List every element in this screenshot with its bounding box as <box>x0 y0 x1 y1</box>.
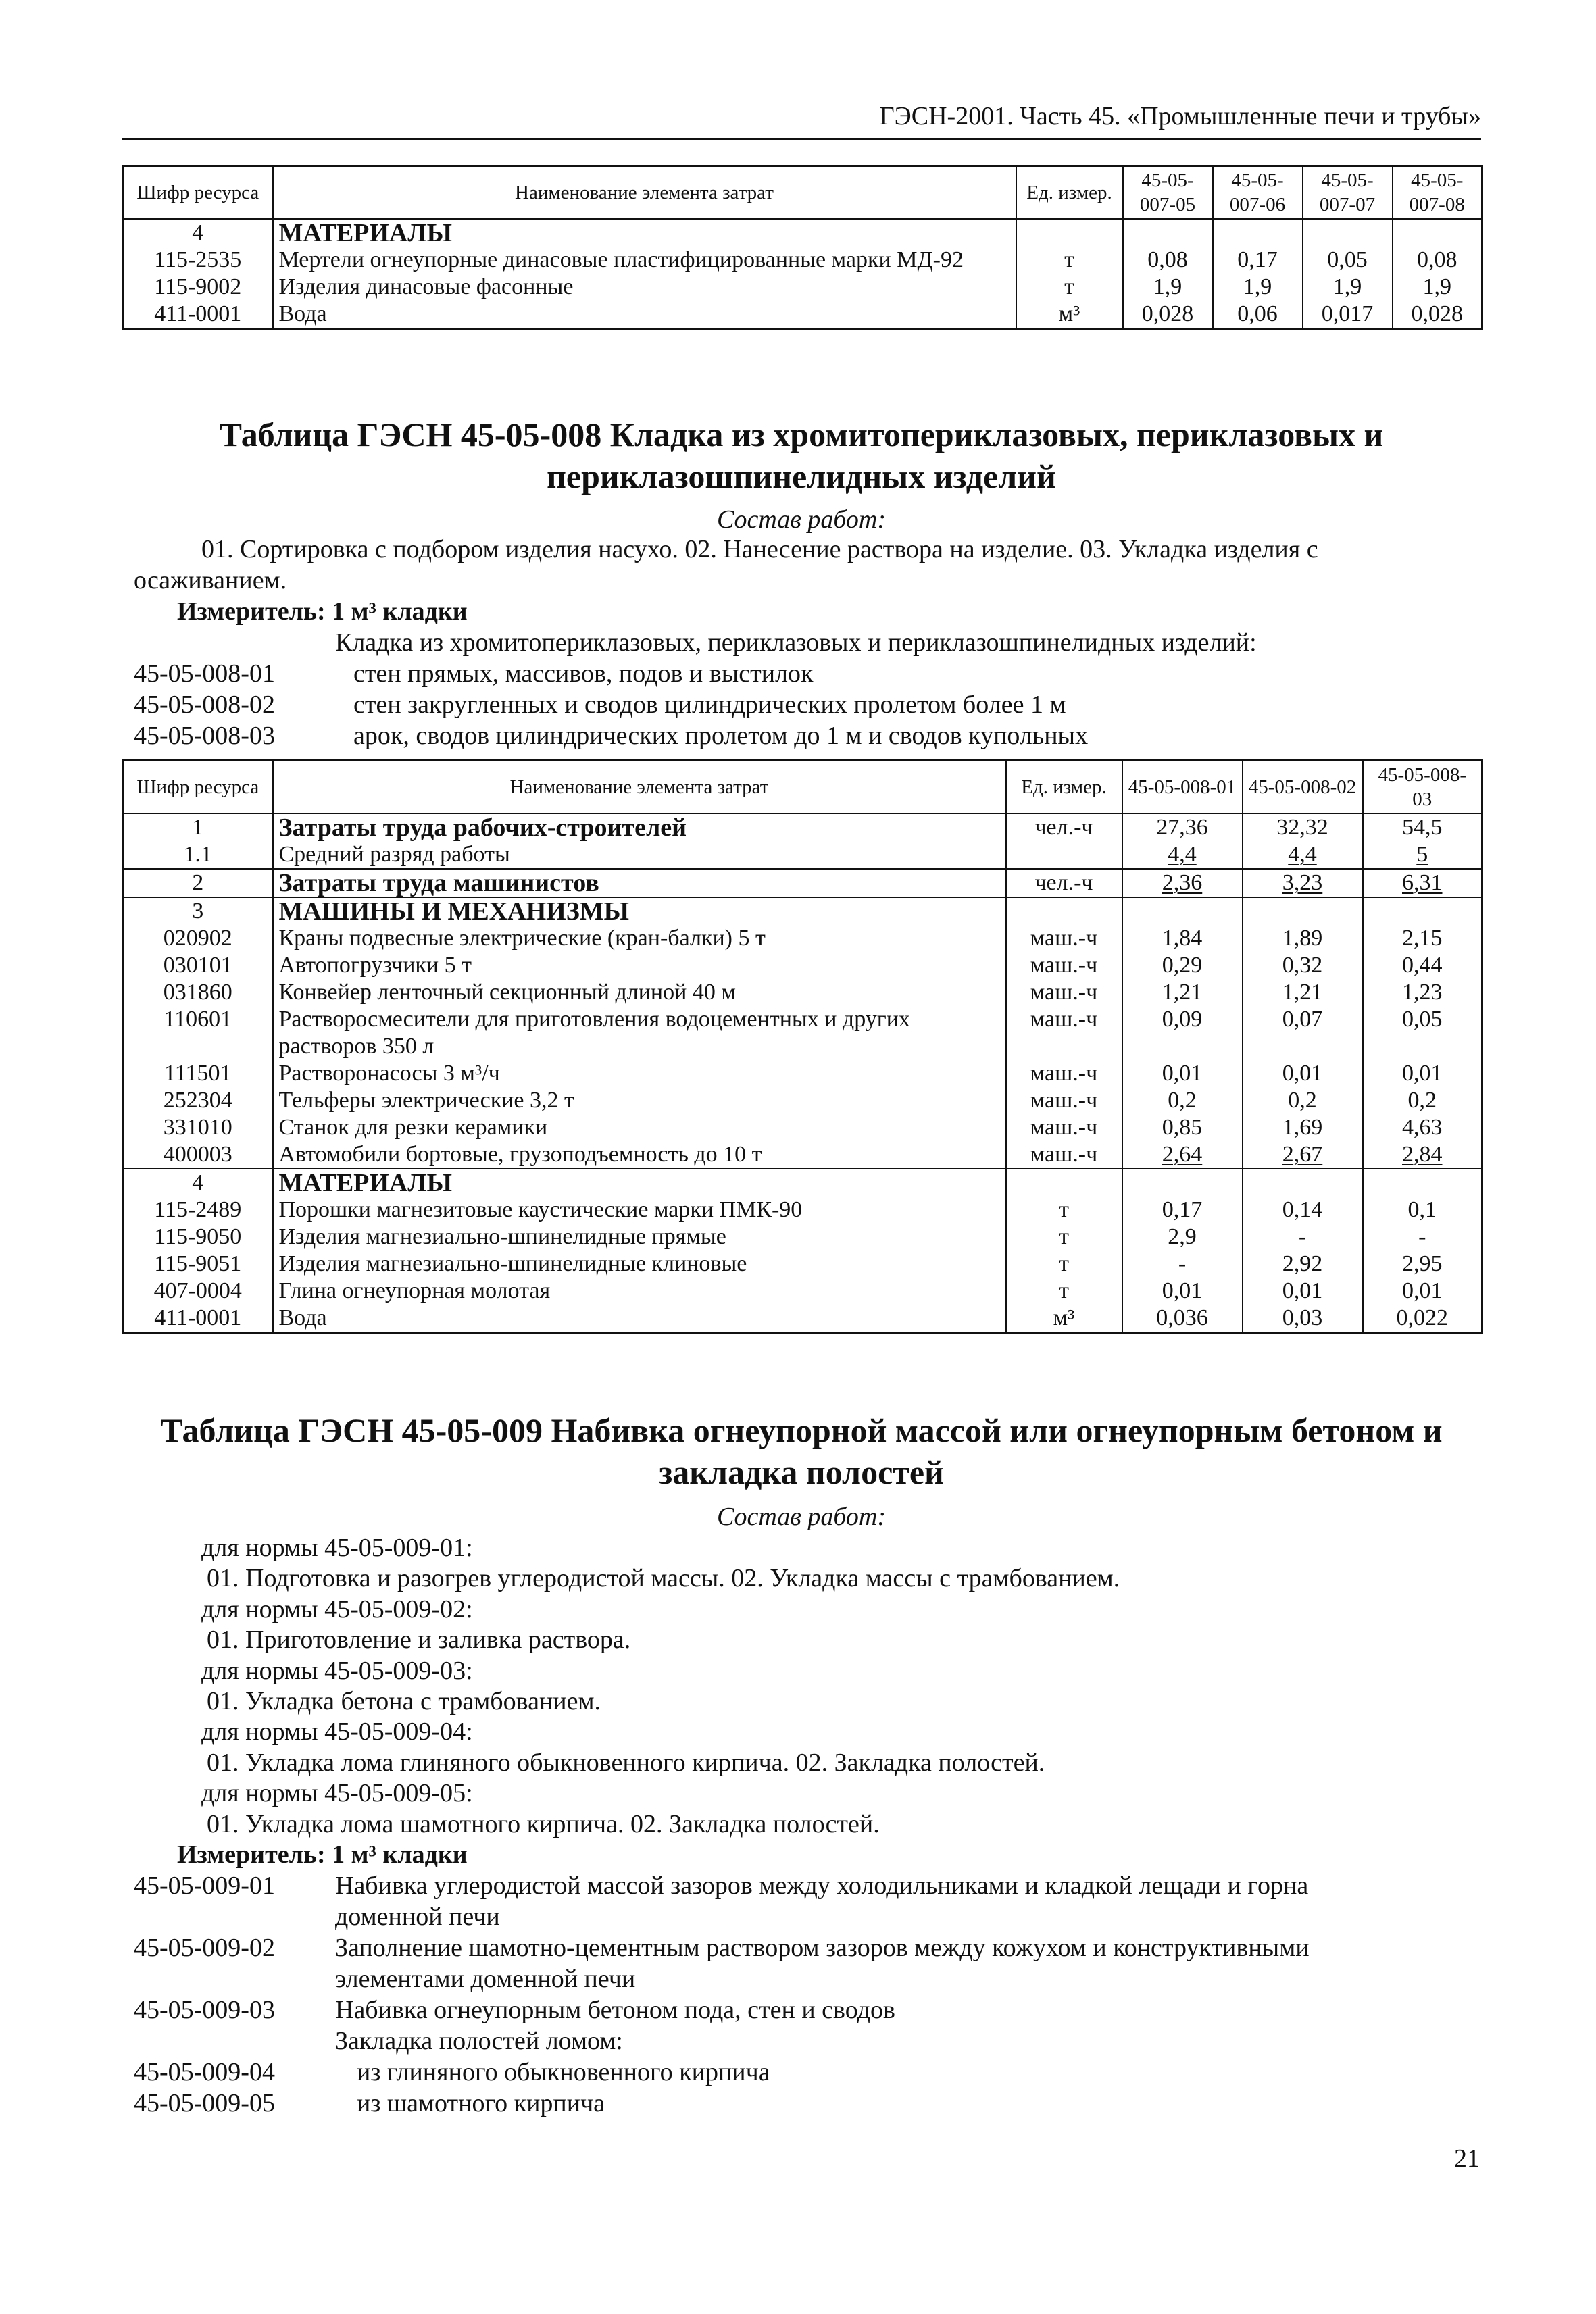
table-row <box>123 1169 1482 1197</box>
value-cell: - <box>1122 1251 1243 1278</box>
resource-code-cell: 115-2489 <box>123 1197 273 1224</box>
value-cell: - <box>1363 1224 1482 1251</box>
norm-intro: Закладка полостей ломом: <box>335 2027 623 2055</box>
norm-intro: Кладка из хромитопериклазовых, периклазовых и периклазошпинелидных изделий: <box>335 628 1257 657</box>
value-cell: 1,89 <box>1243 925 1363 952</box>
header-name: Наименование элемента затрат <box>273 761 1006 813</box>
resource-name-cell: Краны подвесные электрические (кран-балки) 5 т <box>273 925 1006 952</box>
norm-code: 45-05-008-02 <box>134 690 275 719</box>
value-cell: 2,84 <box>1363 1141 1482 1169</box>
resource-name-cell: Тельферы электрические 3,2 т <box>273 1087 1006 1114</box>
value-cell: 2,15 <box>1363 925 1482 952</box>
resource-name-cell: Растворосмесители для приготовления водоцементных и других растворов 350 л <box>273 1006 1006 1060</box>
value-cell: 0,44 <box>1363 952 1482 979</box>
value-cell: 6,31 <box>1363 869 1482 897</box>
value-cell: 0,2 <box>1243 1087 1363 1114</box>
value-cell: 1,69 <box>1243 1114 1363 1141</box>
header-col: 45-05-007-06 <box>1213 166 1303 219</box>
unit-cell <box>1006 897 1122 925</box>
value-cell: 1,9 <box>1393 274 1482 301</box>
table-row <box>123 1141 1482 1169</box>
header-unit: Ед. измер. <box>1016 166 1123 219</box>
value-cell: 0,06 <box>1213 301 1303 329</box>
work-step: 01. Подготовка и разогрев углеродистой массы. 02. Укладка массы с трамбованием. <box>207 1564 1120 1593</box>
header-col: 45-05-008-01 <box>1122 761 1243 813</box>
resource-code-cell: 115-2535 <box>123 247 273 274</box>
value-cell: 5 <box>1363 841 1482 869</box>
value-cell: 0,32 <box>1243 952 1363 979</box>
header-col: 45-05-007-08 <box>1393 166 1482 219</box>
resource-name-cell: Вода <box>273 1305 1006 1333</box>
work-step: 01. Укладка лома шамотного кирпича. 02. Закладка полостей. <box>207 1809 880 1838</box>
value-cell: 0,028 <box>1393 301 1482 329</box>
unit-cell: маш.-ч <box>1006 1114 1122 1141</box>
measure-label: Измеритель: 1 м³ кладки <box>177 597 468 626</box>
value-cell: 0,17 <box>1122 1197 1243 1224</box>
unit-cell: чел.-ч <box>1006 813 1122 841</box>
unit-cell: маш.-ч <box>1006 925 1122 952</box>
resource-code-cell: 1 <box>123 813 273 841</box>
resource-code-cell: 115-9051 <box>123 1251 273 1278</box>
norm-text: стен прямых, массивов, подов и выстилок <box>353 659 814 688</box>
value-cell: 0,028 <box>1123 301 1213 329</box>
value-cell: 0,17 <box>1213 247 1303 274</box>
unit-cell: т <box>1006 1197 1122 1224</box>
table-row <box>123 952 1482 979</box>
header-col: 45-05-008-03 <box>1363 761 1482 813</box>
norm-text: из шамотного кирпича <box>357 2089 605 2117</box>
unit-cell: т <box>1016 247 1123 274</box>
value-cell <box>1393 219 1482 247</box>
resource-name-cell: Затраты труда машинистов <box>273 869 1006 897</box>
unit-cell: маш.-ч <box>1006 1141 1122 1169</box>
resource-code-cell: 400003 <box>123 1141 273 1169</box>
header-col: 45-05-008-02 <box>1243 761 1363 813</box>
resource-code-cell: 411-0001 <box>123 1305 273 1333</box>
table-row <box>123 1305 1482 1333</box>
top-cost-table <box>122 165 1483 330</box>
unit-cell: маш.-ч <box>1006 1006 1122 1060</box>
work-text: осаживанием. <box>134 566 287 595</box>
work-label: Состав работ: <box>716 505 887 534</box>
norm-row <box>134 1932 1478 1994</box>
table-row <box>123 219 1482 247</box>
header-col: 45-05-007-05 <box>1123 166 1213 219</box>
work-text: 01. Сортировка с подбором изделия насухо. 02. Нанесение раствора на изделие. 03. Укладка изделия с <box>201 535 1318 563</box>
resource-name-cell: МАТЕРИАЛЫ <box>273 219 1016 247</box>
norm-code: 45-05-009-02 <box>134 1934 275 1962</box>
value-cell: 0,017 <box>1303 301 1393 329</box>
value-cell: 1,21 <box>1122 979 1243 1006</box>
table-row <box>123 1224 1482 1251</box>
table-row <box>123 1197 1482 1224</box>
value-cell: 0,01 <box>1243 1060 1363 1087</box>
header-col: 45-05-007-07 <box>1303 166 1393 219</box>
norm-text: Набивка углеродистой массой зазоров между холодильниками и кладкой лещади и горна <box>335 1871 1309 1900</box>
value-cell: 2,36 <box>1122 869 1243 897</box>
value-cell <box>1243 1169 1363 1197</box>
table-row <box>123 979 1482 1006</box>
table-row <box>123 301 1482 329</box>
value-cell <box>1303 219 1393 247</box>
value-cell: 0,14 <box>1243 1197 1363 1224</box>
resource-code-cell: 4 <box>123 219 273 247</box>
resource-code-cell: 115-9002 <box>123 274 273 301</box>
table-row <box>123 1087 1482 1114</box>
value-cell: 0,01 <box>1122 1278 1243 1305</box>
resource-code-cell: 1.1 <box>123 841 273 869</box>
unit-cell: маш.-ч <box>1006 979 1122 1006</box>
value-cell: 54,5 <box>1363 813 1482 841</box>
value-cell: 4,4 <box>1122 841 1243 869</box>
work-step: 01. Укладка бетона с трамбованием. <box>207 1687 601 1715</box>
value-cell <box>1363 1169 1482 1197</box>
resource-name-cell: Растворонасосы 3 м³/ч <box>273 1060 1006 1087</box>
resource-name-cell: Мертели огнеупорные динасовые пластифицированные марки МД-92 <box>273 247 1016 274</box>
value-cell: 3,23 <box>1243 869 1363 897</box>
value-cell <box>1123 219 1213 247</box>
value-cell: 1,9 <box>1213 274 1303 301</box>
unit-cell <box>1006 841 1122 869</box>
unit-cell: маш.-ч <box>1006 1087 1122 1114</box>
norm-code: 45-05-009-01 <box>134 1871 275 1900</box>
value-cell: 0,1 <box>1363 1197 1482 1224</box>
table-row <box>123 247 1482 274</box>
table-009-title <box>122 1409 1481 1493</box>
resource-name-cell: МАТЕРИАЛЫ <box>273 1169 1006 1197</box>
resource-code-cell: 331010 <box>123 1114 273 1141</box>
value-cell: 0,08 <box>1123 247 1213 274</box>
value-cell: 0,05 <box>1303 247 1393 274</box>
resource-name-cell: Затраты труда рабочих-строителей <box>273 813 1006 841</box>
value-cell: 2,92 <box>1243 1251 1363 1278</box>
table-row <box>123 1006 1482 1060</box>
table-row <box>123 274 1482 301</box>
resource-code-cell: 2 <box>123 869 273 897</box>
value-cell: 1,23 <box>1363 979 1482 1006</box>
value-cell: 1,9 <box>1123 274 1213 301</box>
norm-reference: для нормы 45-05-009-05: <box>201 1779 473 1808</box>
value-cell: 0,29 <box>1122 952 1243 979</box>
value-cell: 1,21 <box>1243 979 1363 1006</box>
value-cell <box>1213 219 1303 247</box>
page-number: 21 <box>1454 2144 1480 2173</box>
unit-cell: чел.-ч <box>1006 869 1122 897</box>
resource-code-cell: 411-0001 <box>123 301 273 329</box>
value-cell: 0,01 <box>1122 1060 1243 1087</box>
value-cell: 1,9 <box>1303 274 1393 301</box>
header-name: Наименование элемента затрат <box>273 166 1016 219</box>
value-cell: 0,08 <box>1393 247 1482 274</box>
resource-name-cell: Конвейер ленточный секционный длиной 40 м <box>273 979 1006 1006</box>
unit-cell: т <box>1016 274 1123 301</box>
resource-name-cell: Станок для резки керамики <box>273 1114 1006 1141</box>
resource-code-cell: 020902 <box>123 925 273 952</box>
norm-code: 45-05-008-03 <box>134 722 275 750</box>
norm-reference: для нормы 45-05-009-03: <box>201 1656 473 1685</box>
resource-code-cell: 3 <box>123 897 273 925</box>
value-cell: 2,95 <box>1363 1251 1482 1278</box>
norm-text: из глиняного обыкновенного кирпича <box>357 2058 770 2086</box>
header-unit: Ед. измер. <box>1006 761 1122 813</box>
resource-code-cell: 407-0004 <box>123 1278 273 1305</box>
table-row <box>123 925 1482 952</box>
unit-cell: м³ <box>1006 1305 1122 1333</box>
value-cell <box>1122 897 1243 925</box>
norm-reference: для нормы 45-05-009-02: <box>201 1594 473 1624</box>
unit-cell: т <box>1006 1224 1122 1251</box>
value-cell: 0,03 <box>1243 1305 1363 1333</box>
norm-text: стен закругленных и сводов цилиндрических пролетом более 1 м <box>353 690 1066 719</box>
resource-name-cell: Вода <box>273 301 1016 329</box>
measure-label: Измеритель: 1 м³ кладки <box>177 1840 468 1869</box>
value-cell: 0,036 <box>1122 1305 1243 1333</box>
resource-name-cell: МАШИНЫ И МЕХАНИЗМЫ <box>273 897 1006 925</box>
value-cell: 0,2 <box>1122 1087 1243 1114</box>
norm-code: 45-05-009-05 <box>134 2089 275 2117</box>
value-cell: 0,022 <box>1363 1305 1482 1333</box>
resource-name-cell: Автопогрузчики 5 т <box>273 952 1006 979</box>
norm-code: 45-05-009-03 <box>134 1996 275 2024</box>
value-cell <box>1243 897 1363 925</box>
title-line: Таблица ГЭСН 45-05-009 Набивка огнеупорной массой или огнеупорным бетоном и <box>160 1411 1443 1449</box>
work-label: Состав работ: <box>716 1503 887 1531</box>
table-008-title <box>122 413 1481 497</box>
value-cell: 0,01 <box>1243 1278 1363 1305</box>
resource-code-cell: 031860 <box>123 979 273 1006</box>
norm-text: доменной печи <box>335 1903 500 1931</box>
value-cell: 2,64 <box>1122 1141 1243 1169</box>
value-cell: 0,05 <box>1363 1006 1482 1060</box>
table-row <box>123 813 1482 841</box>
unit-cell: т <box>1006 1278 1122 1305</box>
resource-name-cell: Глина огнеупорная молотая <box>273 1278 1006 1305</box>
table-row <box>123 1060 1482 1087</box>
table-row <box>123 897 1482 925</box>
value-cell: 2,9 <box>1122 1224 1243 1251</box>
title-line: Таблица ГЭСН 45-05-008 Кладка из хромитопериклазовых, периклазовых и <box>219 416 1384 453</box>
table-row <box>123 1251 1482 1278</box>
value-cell: 0,01 <box>1363 1060 1482 1087</box>
resource-name-cell: Изделия динасовые фасонные <box>273 274 1016 301</box>
norm-row <box>134 1870 1478 1932</box>
resource-code-cell: 252304 <box>123 1087 273 1114</box>
value-cell: - <box>1243 1224 1363 1251</box>
unit-cell: м³ <box>1016 301 1123 329</box>
value-cell: 4,4 <box>1243 841 1363 869</box>
norm-text: Набивка огнеупорным бетоном пода, стен и сводов <box>335 1996 895 2024</box>
norm-text: арок, сводов цилиндрических пролетом до 1 м и сводов купольных <box>353 722 1089 750</box>
header-code: Шифр ресурса <box>123 761 273 813</box>
norm-text: Заполнение шамотно-цементным раствором зазоров между кожухом и конструктивными <box>335 1934 1310 1962</box>
table-008-cost-table <box>122 759 1483 1334</box>
running-header: ГЭСН-2001. Часть 45. «Промышленные печи и трубы» <box>122 100 1481 140</box>
value-cell: 1,84 <box>1122 925 1243 952</box>
norm-text: элементами доменной печи <box>335 1965 636 1993</box>
resource-name-cell: Средний разряд работы <box>273 841 1006 869</box>
table-row <box>123 869 1482 897</box>
resource-code-cell: 111501 <box>123 1060 273 1087</box>
resource-name-cell: Автомобили бортовые, грузоподъемность до 10 т <box>273 1141 1006 1169</box>
norm-reference: для нормы 45-05-009-01: <box>201 1534 473 1562</box>
resource-code-cell: 4 <box>123 1169 273 1197</box>
norm-code: 45-05-009-04 <box>134 2058 275 2086</box>
work-step: 01. Приготовление и заливка раствора. <box>207 1626 631 1655</box>
value-cell: 4,63 <box>1363 1114 1482 1141</box>
table-row <box>123 1278 1482 1305</box>
table-row <box>123 841 1482 869</box>
norm-code: 45-05-008-01 <box>134 659 275 688</box>
value-cell: 0,07 <box>1243 1006 1363 1060</box>
value-cell: 2,67 <box>1243 1141 1363 1169</box>
table-row <box>123 1114 1482 1141</box>
unit-cell <box>1016 219 1123 247</box>
resource-name-cell: Изделия магнезиально-шпинелидные клиновые <box>273 1251 1006 1278</box>
value-cell: 32,32 <box>1243 813 1363 841</box>
header-code: Шифр ресурса <box>123 166 273 219</box>
resource-code-cell: 110601 <box>123 1006 273 1060</box>
value-cell: 0,09 <box>1122 1006 1243 1060</box>
value-cell: 0,85 <box>1122 1114 1243 1141</box>
unit-cell <box>1006 1169 1122 1197</box>
unit-cell: маш.-ч <box>1006 952 1122 979</box>
resource-code-cell: 030101 <box>123 952 273 979</box>
resource-code-cell: 115-9050 <box>123 1224 273 1251</box>
resource-name-cell: Порошки магнезитовые каустические марки ПМК-90 <box>273 1197 1006 1224</box>
norm-reference: для нормы 45-05-009-04: <box>201 1717 473 1746</box>
value-cell <box>1122 1169 1243 1197</box>
title-line: периклазошпинелидных изделий <box>547 457 1056 495</box>
work-step: 01. Укладка лома глиняного обыкновенного кирпича. 02. Закладка полостей. <box>207 1748 1045 1777</box>
resource-name-cell: Изделия магнезиально-шпинелидные прямые <box>273 1224 1006 1251</box>
value-cell <box>1363 897 1482 925</box>
unit-cell: маш.-ч <box>1006 1060 1122 1087</box>
unit-cell: т <box>1006 1251 1122 1278</box>
value-cell: 0,01 <box>1363 1278 1482 1305</box>
value-cell: 27,36 <box>1122 813 1243 841</box>
title-line: закладка полостей <box>659 1453 944 1491</box>
value-cell: 0,2 <box>1363 1087 1482 1114</box>
